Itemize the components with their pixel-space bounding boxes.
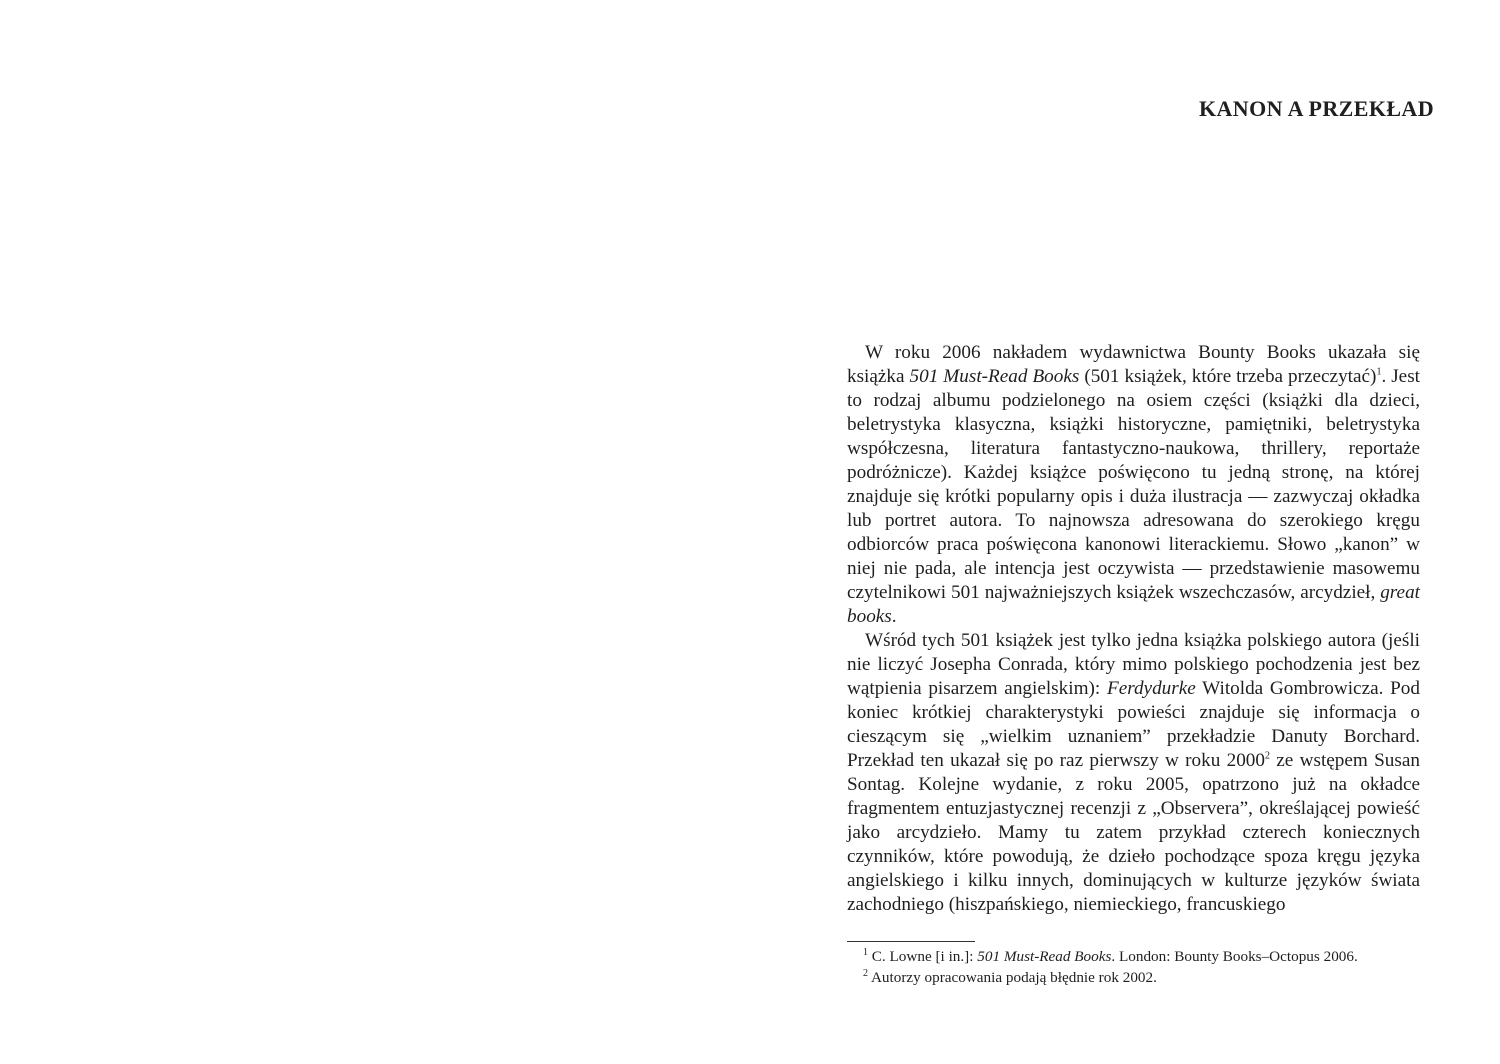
paragraph-2-text-a: Wśród tych 501 książek jest tylko jedna książka polskiego autora (jeśli nie liczyć Josepha Conrada, który mimo polskiego pochodzenia jest bez wątpienia pisarzem angielskim):: [847, 630, 1420, 699]
paragraph-1-text-b: (501 książek, które trzeba przeczytać): [1079, 366, 1377, 387]
footnote-2-number: 2: [863, 967, 868, 979]
great-books-italic: great books: [847, 582, 1420, 627]
footnote-divider: [847, 941, 975, 942]
paragraph-1-text-d: .: [891, 606, 897, 627]
right-page: [750, 0, 1500, 1064]
footnote-1: [847, 946, 1420, 967]
footnote-1-text-b: . London: Bounty Books–Octopus 2006.: [1111, 948, 1358, 965]
chapter-title: KANON A PRZEKŁAD: [1199, 96, 1434, 121]
footnote-1-italic: 501 Must-Read Books: [977, 948, 1112, 965]
footnote-2-text: Autorzy opracowania podają błędnie rok 2002.: [868, 969, 1157, 986]
paragraph-1: [847, 341, 1420, 629]
paragraph-1-text-c: . Jest to rodzaj albumu podzielonego na osiem części (książki dla dzieci, beletrystyka klasyczna, książki historyczne, pamiętniki, beletrystyka współczesna, literatura fantastyczno-naukowa, thrillery, reportaże podróżnicze). Każdej książce poświęcono tu jedną stronę, na której znajduje się krótki popularny opis i duża ilustracja — zazwyczaj okładka lub portret autora. To najnowsza adresowana do szerokiego kręgu odbiorców praca poświęcona kanonowi literackiemu. Słowo „kanon” w niej nie pada, ale intencja jest oczywista — przedstawienie masowemu czytelnikowi 501 najważniejszych książek wszechczasów, arcydzieł,: [847, 366, 1420, 603]
footnote-1-number: 1: [863, 946, 868, 958]
body-text: [847, 341, 1420, 917]
footnote-2: [847, 967, 1420, 988]
book-title-italic: 501 Must-Read Books: [909, 366, 1080, 387]
paragraph-2-text-c: ze wstępem Susan Sontag. Kolejne wydanie, z roku 2005, opatrzono już na okładce fragmentem entuzjastycznej recenzji z „Observera”, określającej powieść jako arcydzieło. Mamy tu zatem przykład czterech koniecznych czynników, które powodują, że dzieło pochodzące spoza kręgu języka angielskiego i kilku innych, dominujących w kulturze języków świata zachodniego (hiszpańskiego, niemieckiego, francuskiego: [847, 750, 1420, 915]
paragraph-2: [847, 629, 1420, 917]
footnotes: [847, 946, 1420, 988]
ferdydurke-italic: Ferdydurke: [1106, 678, 1196, 699]
paragraph-1-text-a: W roku 2006 nakładem wydawnictwa Bounty Books ukazała się książka: [847, 342, 1420, 387]
paragraph-2-text-b: Witolda Gombrowicza. Pod koniec krótkiej charakterystyki powieści znajduje się informacja o cieszącym się „wielkim uznaniem” przekładzie Danuty Borchard. Przekład ten ukazał się po raz pierwszy w roku 2000: [847, 678, 1420, 771]
footnote-ref-1: 1: [1376, 366, 1382, 378]
footnote-1-text-a: C. Lowne [i in.]:: [868, 948, 978, 965]
footnote-ref-2: 2: [1264, 750, 1270, 762]
